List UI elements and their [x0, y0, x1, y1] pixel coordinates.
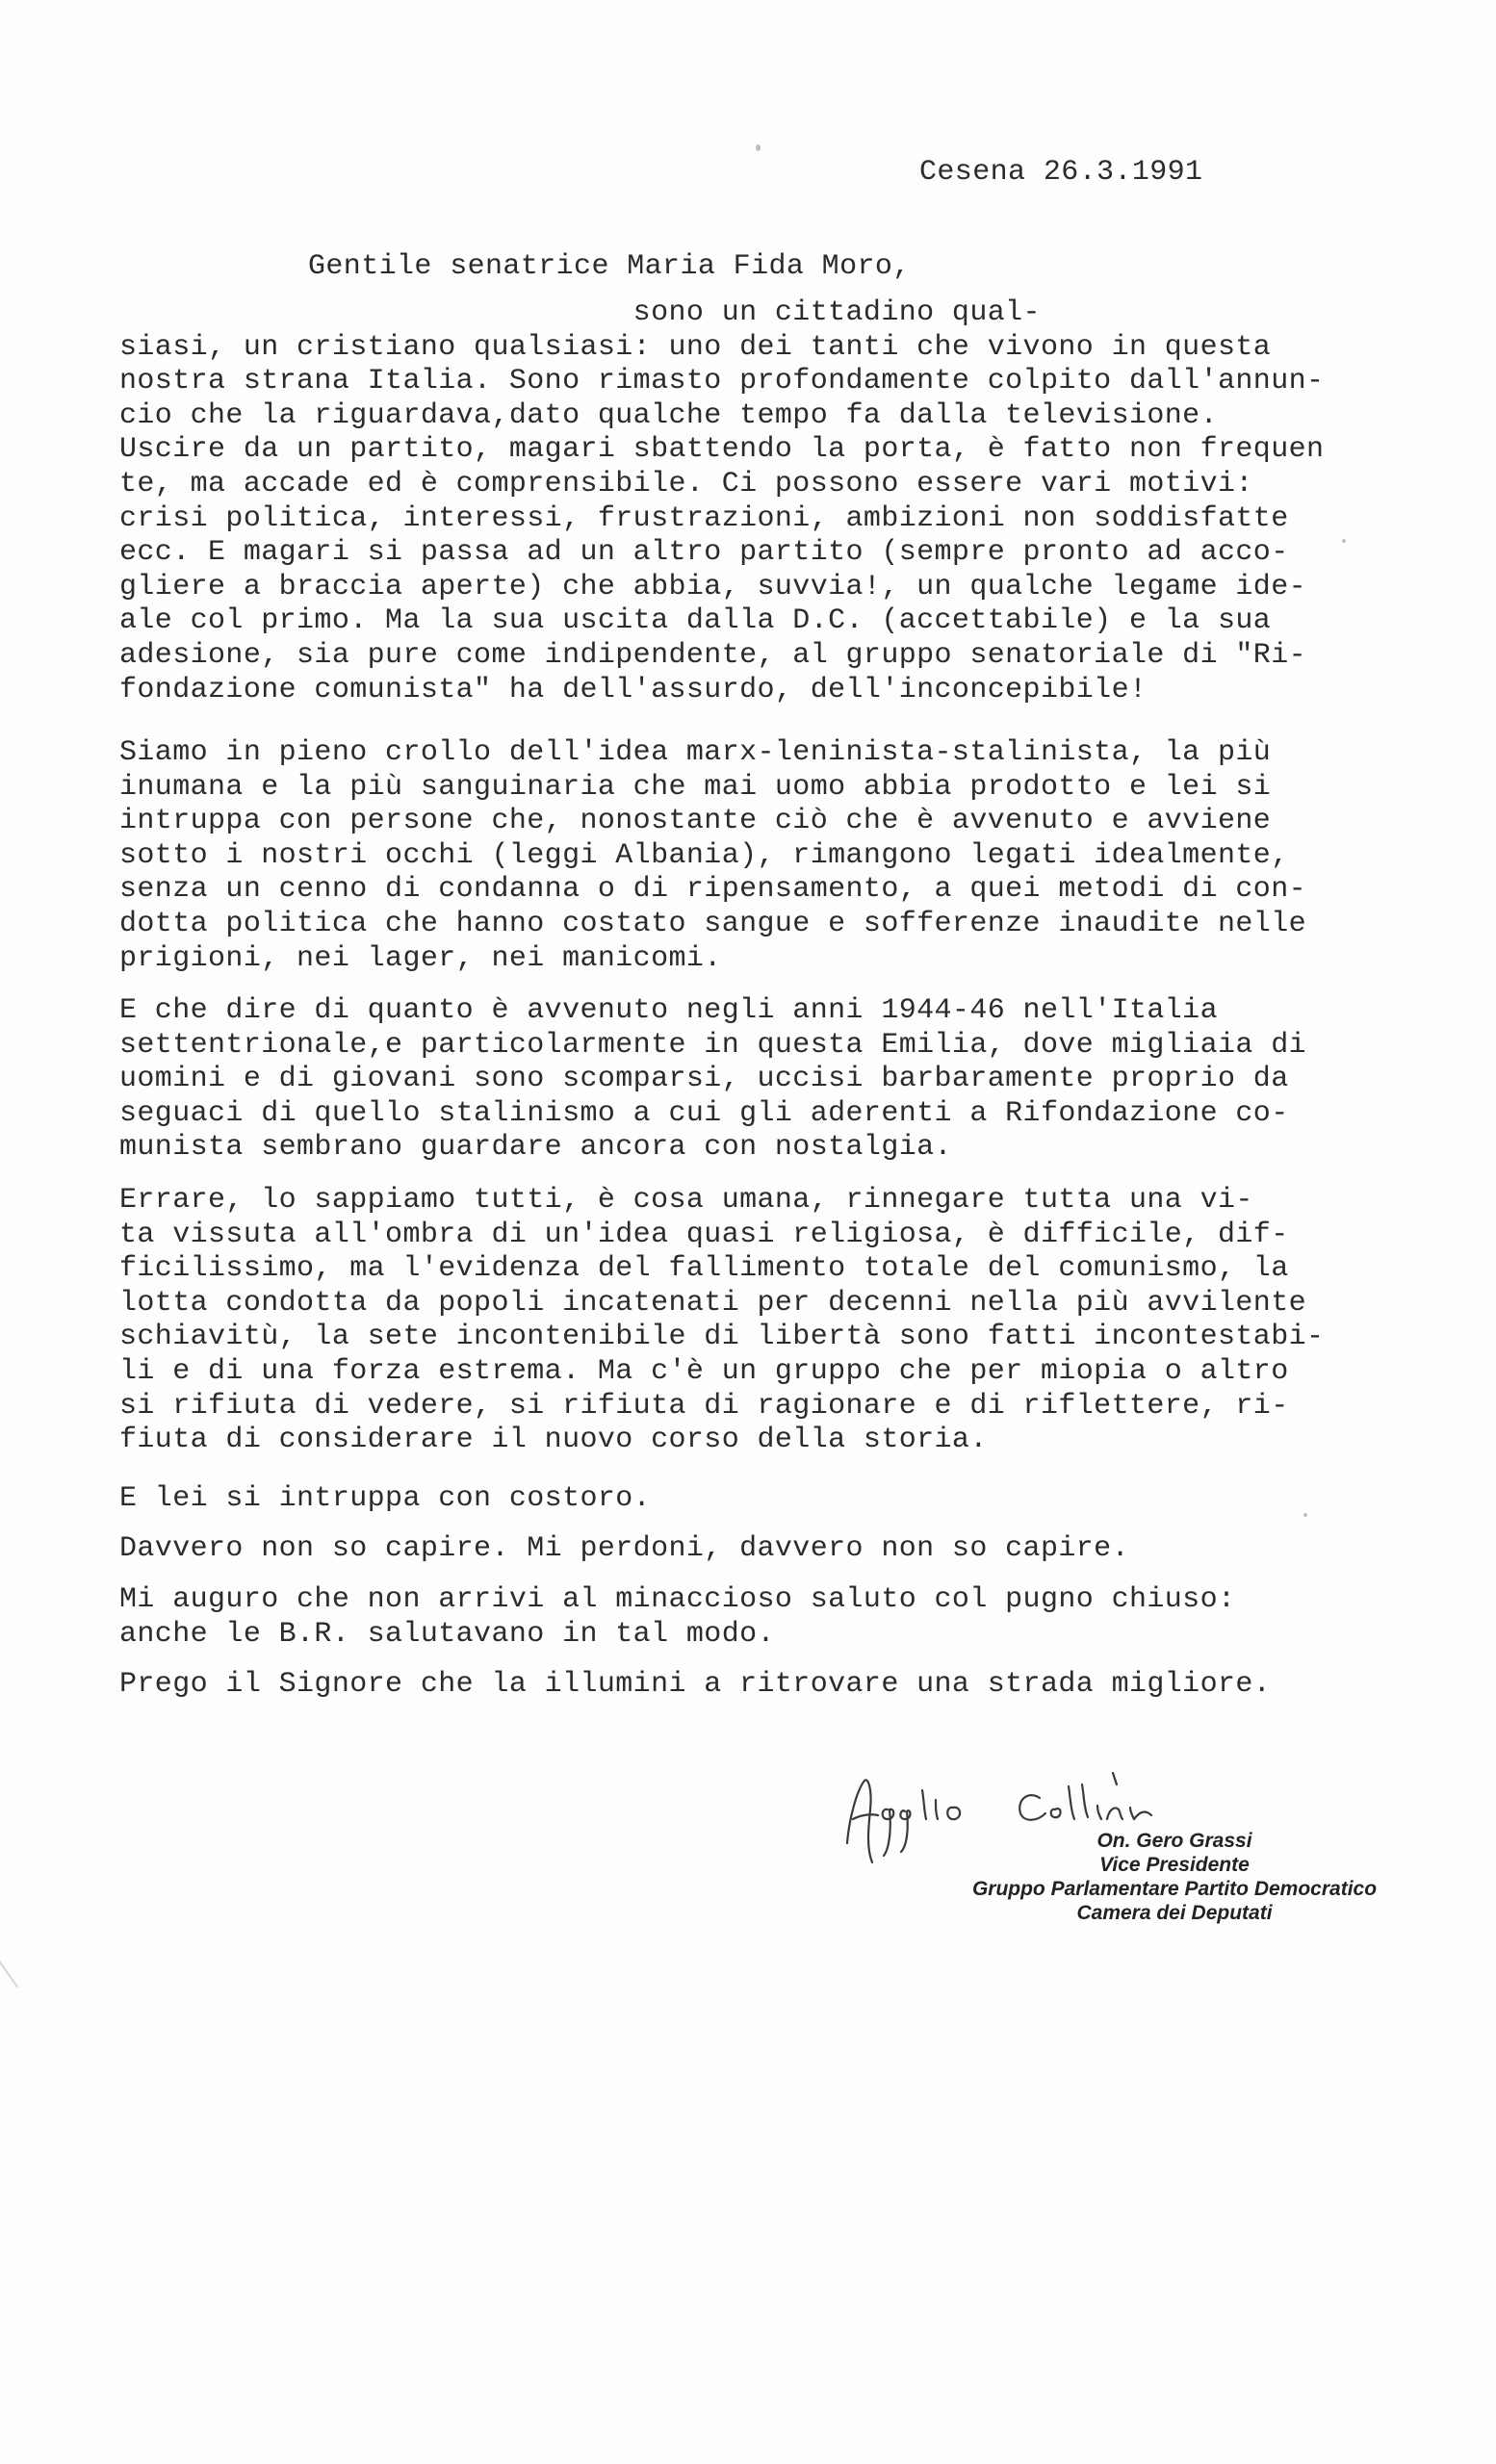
text-line: nostra strana Italia. Sono rimasto profondamente colpito dall'annun-	[119, 365, 1325, 398]
text-line: E che dire di quanto è avvenuto negli anni 1944-46 nell'Italia	[119, 994, 1218, 1027]
text-line: sotto i nostri occhi (leggi Albania), rimangono legati idealmente,	[119, 838, 1289, 872]
text-line: inumana e la più sanguinaria che mai uomo abbia prodotto e lei si	[119, 770, 1272, 804]
text-line: prigioni, nei lager, nei manicomi.	[119, 941, 722, 975]
text-line: adesione, sia pure come indipendente, al gruppo senatoriale di "Ri-	[119, 638, 1306, 672]
text-line: si rifiuta di vedere, si rifiuta di ragionare e di riflettere, ri-	[119, 1389, 1289, 1423]
text-line: ta vissuta all'ombra di un'idea quasi religiosa, è difficile, dif-	[119, 1218, 1289, 1251]
text-line: seguaci di quello stalinismo a cui gli aderenti a Rifondazione co-	[119, 1096, 1289, 1130]
paragraph-6	[119, 1532, 1129, 1567]
text-line: lotta condotta da popoli incatenati per decenni nella più avvilente	[119, 1286, 1306, 1320]
text-line: ecc. E magari si passa ad un altro partito (sempre pronto ad acco-	[119, 536, 1289, 570]
text-line: sono un cittadino qual-	[119, 296, 1041, 329]
text-line: E lei si intruppa con costoro.	[119, 1482, 652, 1515]
text-line: fondazione comunista" ha dell'assurdo, dell'inconcepibile!	[119, 673, 1148, 706]
text-line: siasi, un cristiano qualsiasi: uno dei tanti che vivono in questa	[119, 330, 1272, 364]
text-line: Siamo in pieno crollo dell'idea marx-leninista-stalinista, la più	[119, 736, 1272, 769]
paragraph-4	[119, 1184, 1324, 1458]
deputy-stamp	[972, 1829, 1377, 1925]
text-line: dotta politica che hanno costato sangue e sofferenze inaudite nelle	[119, 907, 1306, 940]
paragraph-5	[119, 1482, 651, 1517]
letter-date: Cesena 26.3.1991	[919, 156, 1203, 189]
text-line: settentrionale,e particolarmente in questa Emilia, dove migliaia di	[119, 1028, 1306, 1062]
text-line: Prego il Signore che la illumini a ritrovare una strada migliore.	[119, 1668, 1272, 1701]
text-line: cio che la riguardava,dato qualche tempo fa dalla televisione.	[119, 398, 1218, 432]
text-line: gliere a braccia aperte) che abbia, suvvia!, un qualche legame ide-	[119, 570, 1306, 603]
text-line: te, ma accade ed è comprensibile. Ci possono essere vari motivi:	[119, 467, 1253, 500]
text-line: ficilissimo, ma l'evidenza del fallimento totale del comunismo, la	[119, 1252, 1289, 1286]
text-line: schiavitù, la sete incontenibile di libertà sono fatti incontestabi-	[119, 1321, 1325, 1354]
text-line: Mi auguro che non arrivi al minaccioso saluto col pugno chiuso:	[119, 1583, 1236, 1616]
text-line: intruppa con persone che, nonostante ciò che è avvenuto e avviene	[119, 805, 1272, 838]
scan-scratch	[0, 1939, 18, 1988]
paragraph-2	[119, 736, 1306, 976]
text-line: anche le B.R. salutavano in tal modo.	[119, 1617, 775, 1651]
letter-salutation: Gentile senatrice Maria Fida Moro,	[308, 250, 911, 283]
stamp-name: On. Gero Grassi	[1096, 1830, 1252, 1852]
text-line: ale col primo. Ma la sua uscita dalla D.C. (accettabile) e la sua	[119, 604, 1272, 638]
text-line: munista sembrano guardare ancora con nostalgia.	[119, 1131, 952, 1165]
stamp-role: Vice Presidente	[1099, 1854, 1250, 1876]
scan-speck	[1342, 539, 1346, 543]
paragraph-7	[119, 1583, 1235, 1652]
text-line: fiuta di considerare il nuovo corso della storia.	[119, 1424, 988, 1457]
text-line: crisi politica, interessi, frustrazioni, ambizioni non soddisfatte	[119, 501, 1289, 535]
stamp-chamber: Camera dei Deputati	[1076, 1902, 1273, 1924]
paragraph-8	[119, 1668, 1271, 1703]
paragraph-3	[119, 994, 1306, 1166]
text-line: Davvero non so capire. Mi perdoni, davvero non so capire.	[119, 1532, 1129, 1565]
text-line: Errare, lo sappiamo tutti, è cosa umana, rinnegare tutta una vi-	[119, 1184, 1253, 1217]
scan-speck	[1303, 1513, 1307, 1517]
paragraph-1	[119, 296, 1324, 707]
scan-speck	[756, 144, 761, 151]
text-line: li e di una forza estrema. Ma c'è un gruppo che per miopia o altro	[119, 1354, 1289, 1388]
text-line: senza un cenno di condanna o di ripensamento, a quei metodi di con-	[119, 873, 1306, 907]
text-line: uomini e di giovani sono scomparsi, uccisi barbaramente proprio da	[119, 1063, 1289, 1096]
text-line: Uscire da un partito, magari sbattendo la porta, è fatto non frequen	[119, 433, 1325, 467]
stamp-group: Gruppo Parlamentare Partito Democratico	[971, 1878, 1378, 1900]
